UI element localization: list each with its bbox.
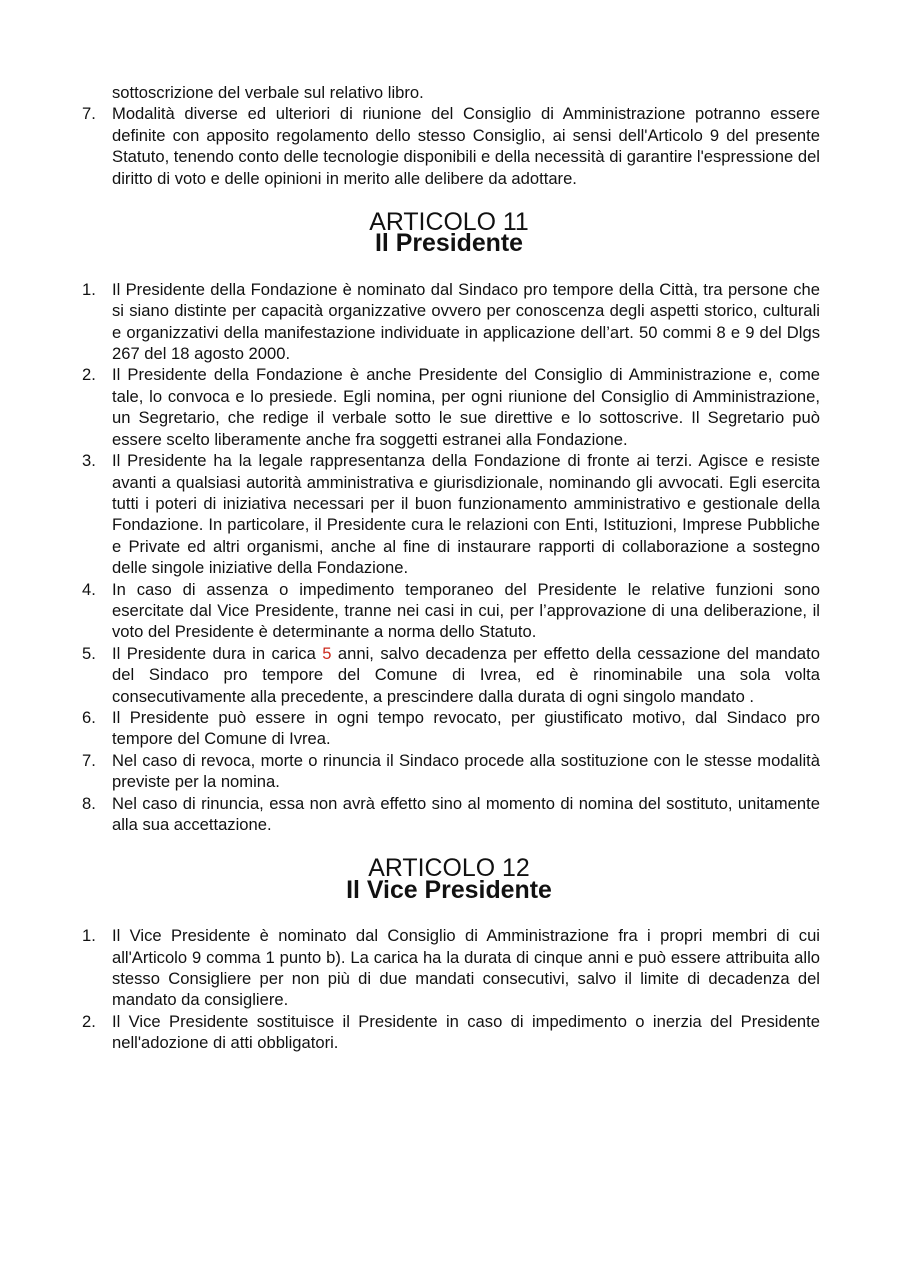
list-item — [78, 450, 820, 578]
item-text-post: anni, salvo decadenza per effetto della cessazione del mandato del Sindaco pro tempore del Comune di Ivrea, ed è rinominabile una sola volta consecutivamente alla precedente, a prescindere dalla durata di ogni singolo mandato . — [112, 643, 821, 706]
continuation-text: sottoscrizione del verbale sul relativo libro. — [112, 83, 424, 102]
item-text: Il Presidente può essere in ogni tempo revocato, per giustificato motivo, dal Sindaco pro tempore del Comune di Ivrea. — [112, 707, 820, 749]
article-11-heading — [78, 208, 820, 258]
item-number: 7. — [82, 104, 96, 124]
article-12-list — [78, 925, 820, 1053]
item-number: 7. — [82, 750, 96, 770]
item-text: Il Presidente ha la legale rappresentanza della Fondazione di fronte ai terzi. Agisce e resiste avanti a qualsiasi autorità amministrativa e giurisdizionale, nominando gli avvocati. Egli esercita tutti i poteri di iniziativa necessari per il buon funzionamento amministrativo e gestionale della Fondazione. In particolare, il Presidente cura le relazioni con Enti, Istituzioni, Imprese Pubbliche e Private ed altri organismi, anche al fine di instaurare rapporti di collaborazione a sostegno delle singole iniziative della Fondazione. — [112, 451, 820, 578]
item-text: Il Vice Presidente è nominato dal Consiglio di Amministrazione fra i propri membri di cui all'Articolo 9 comma 1 punto b). La carica ha la durata di cinque anni e può essere attribuita allo stesso Consigliere per non più di due mandati consecutivi, salvo il limite di decadenza del mandato da consigliere. — [112, 926, 820, 1010]
list-item — [78, 279, 820, 365]
previous-article-list — [78, 103, 820, 189]
list-item — [78, 103, 820, 189]
item-text: Nel caso di rinuncia, essa non avrà effetto sino al momento di nomina del sostituto, unitamente alla sua accettazione. — [112, 793, 820, 834]
list-item — [78, 643, 820, 707]
document-body — [78, 82, 820, 1054]
list-item — [78, 364, 820, 450]
item-number: 4. — [82, 579, 96, 599]
item-number: 6. — [82, 707, 96, 727]
item-text — [112, 643, 820, 707]
item-text: Il Vice Presidente sostituisce il Presidente in caso di impedimento o inerzia del Presidente nell'adozione di atti obbligatori. — [112, 1011, 820, 1053]
list-item — [78, 925, 820, 1011]
item-number: 2. — [82, 1011, 96, 1031]
list-item — [78, 1011, 820, 1054]
list-item — [78, 707, 820, 750]
list-item — [78, 750, 820, 793]
article-title: Il Presidente — [374, 229, 524, 258]
item-text: Modalità diverse ed ulteriori di riunione del Consiglio di Amministrazione potranno essere definite con apposito regolamento dello stesso Consiglio, ai sensi dell'Articolo 9 del presente Statuto, tenendo conto delle tecnologie disponibili e della necessità di garantire l'espressione del diritto di voto e delle opinioni in merito alle delibere da adottare. — [112, 104, 820, 188]
term-years-highlight: 5 — [322, 643, 332, 663]
item-number: 1. — [82, 926, 96, 946]
item-number: 3. — [82, 451, 96, 471]
article-label: ARTICOLO 11 — [369, 208, 529, 237]
item-text: Nel caso di revoca, morte o rinuncia il Sindaco procede alla sostituzione con le stesse modalità previste per la nomina. — [112, 750, 820, 792]
item-text: Il Presidente della Fondazione è nominato dal Sindaco pro tempore della Città, tra persone che si siano distinte per capacità organizzative ovvero per conoscenza degli aspetti storico, culturali e organizzativi della manifestazione individuate in applicazione dell’art. 50 commi 8 e 9 del Dlgs 267 del 18 agosto 2000. — [112, 279, 820, 364]
article-12-heading — [78, 854, 820, 904]
item-number: 2. — [82, 365, 96, 385]
item-number: 1. — [82, 279, 96, 299]
item-text: In caso di assenza o impedimento temporaneo del Presidente le relative funzioni sono esercitate dal Vice Presidente, tranne nei casi in cui, per l’approvazione di una deliberazione, il voto del Presidente è determinante a norma dello Statuto. — [112, 579, 820, 642]
list-item — [78, 579, 820, 643]
article-11-list — [78, 279, 820, 836]
article-label: ARTICOLO 12 — [368, 854, 530, 883]
item-number: 5. — [82, 643, 96, 663]
item-number: 8. — [82, 793, 96, 813]
list-item — [78, 793, 820, 836]
item-text-pre: Il Presidente dura in carica — [112, 643, 323, 663]
item-text: Il Presidente della Fondazione è anche Presidente del Consiglio di Amministrazione e, come tale, lo convoca e lo presiede. Egli nomina, per ogni riunione del Consiglio di Amministrazione, un Segretario, che redige il verbale sotto le sue direttive e lo sottoscrive. Il Segretario può essere scelto liberamente anche fra soggetti estranei alla Fondazione. — [112, 365, 820, 449]
article-title: Il Vice Presidente — [346, 875, 552, 904]
